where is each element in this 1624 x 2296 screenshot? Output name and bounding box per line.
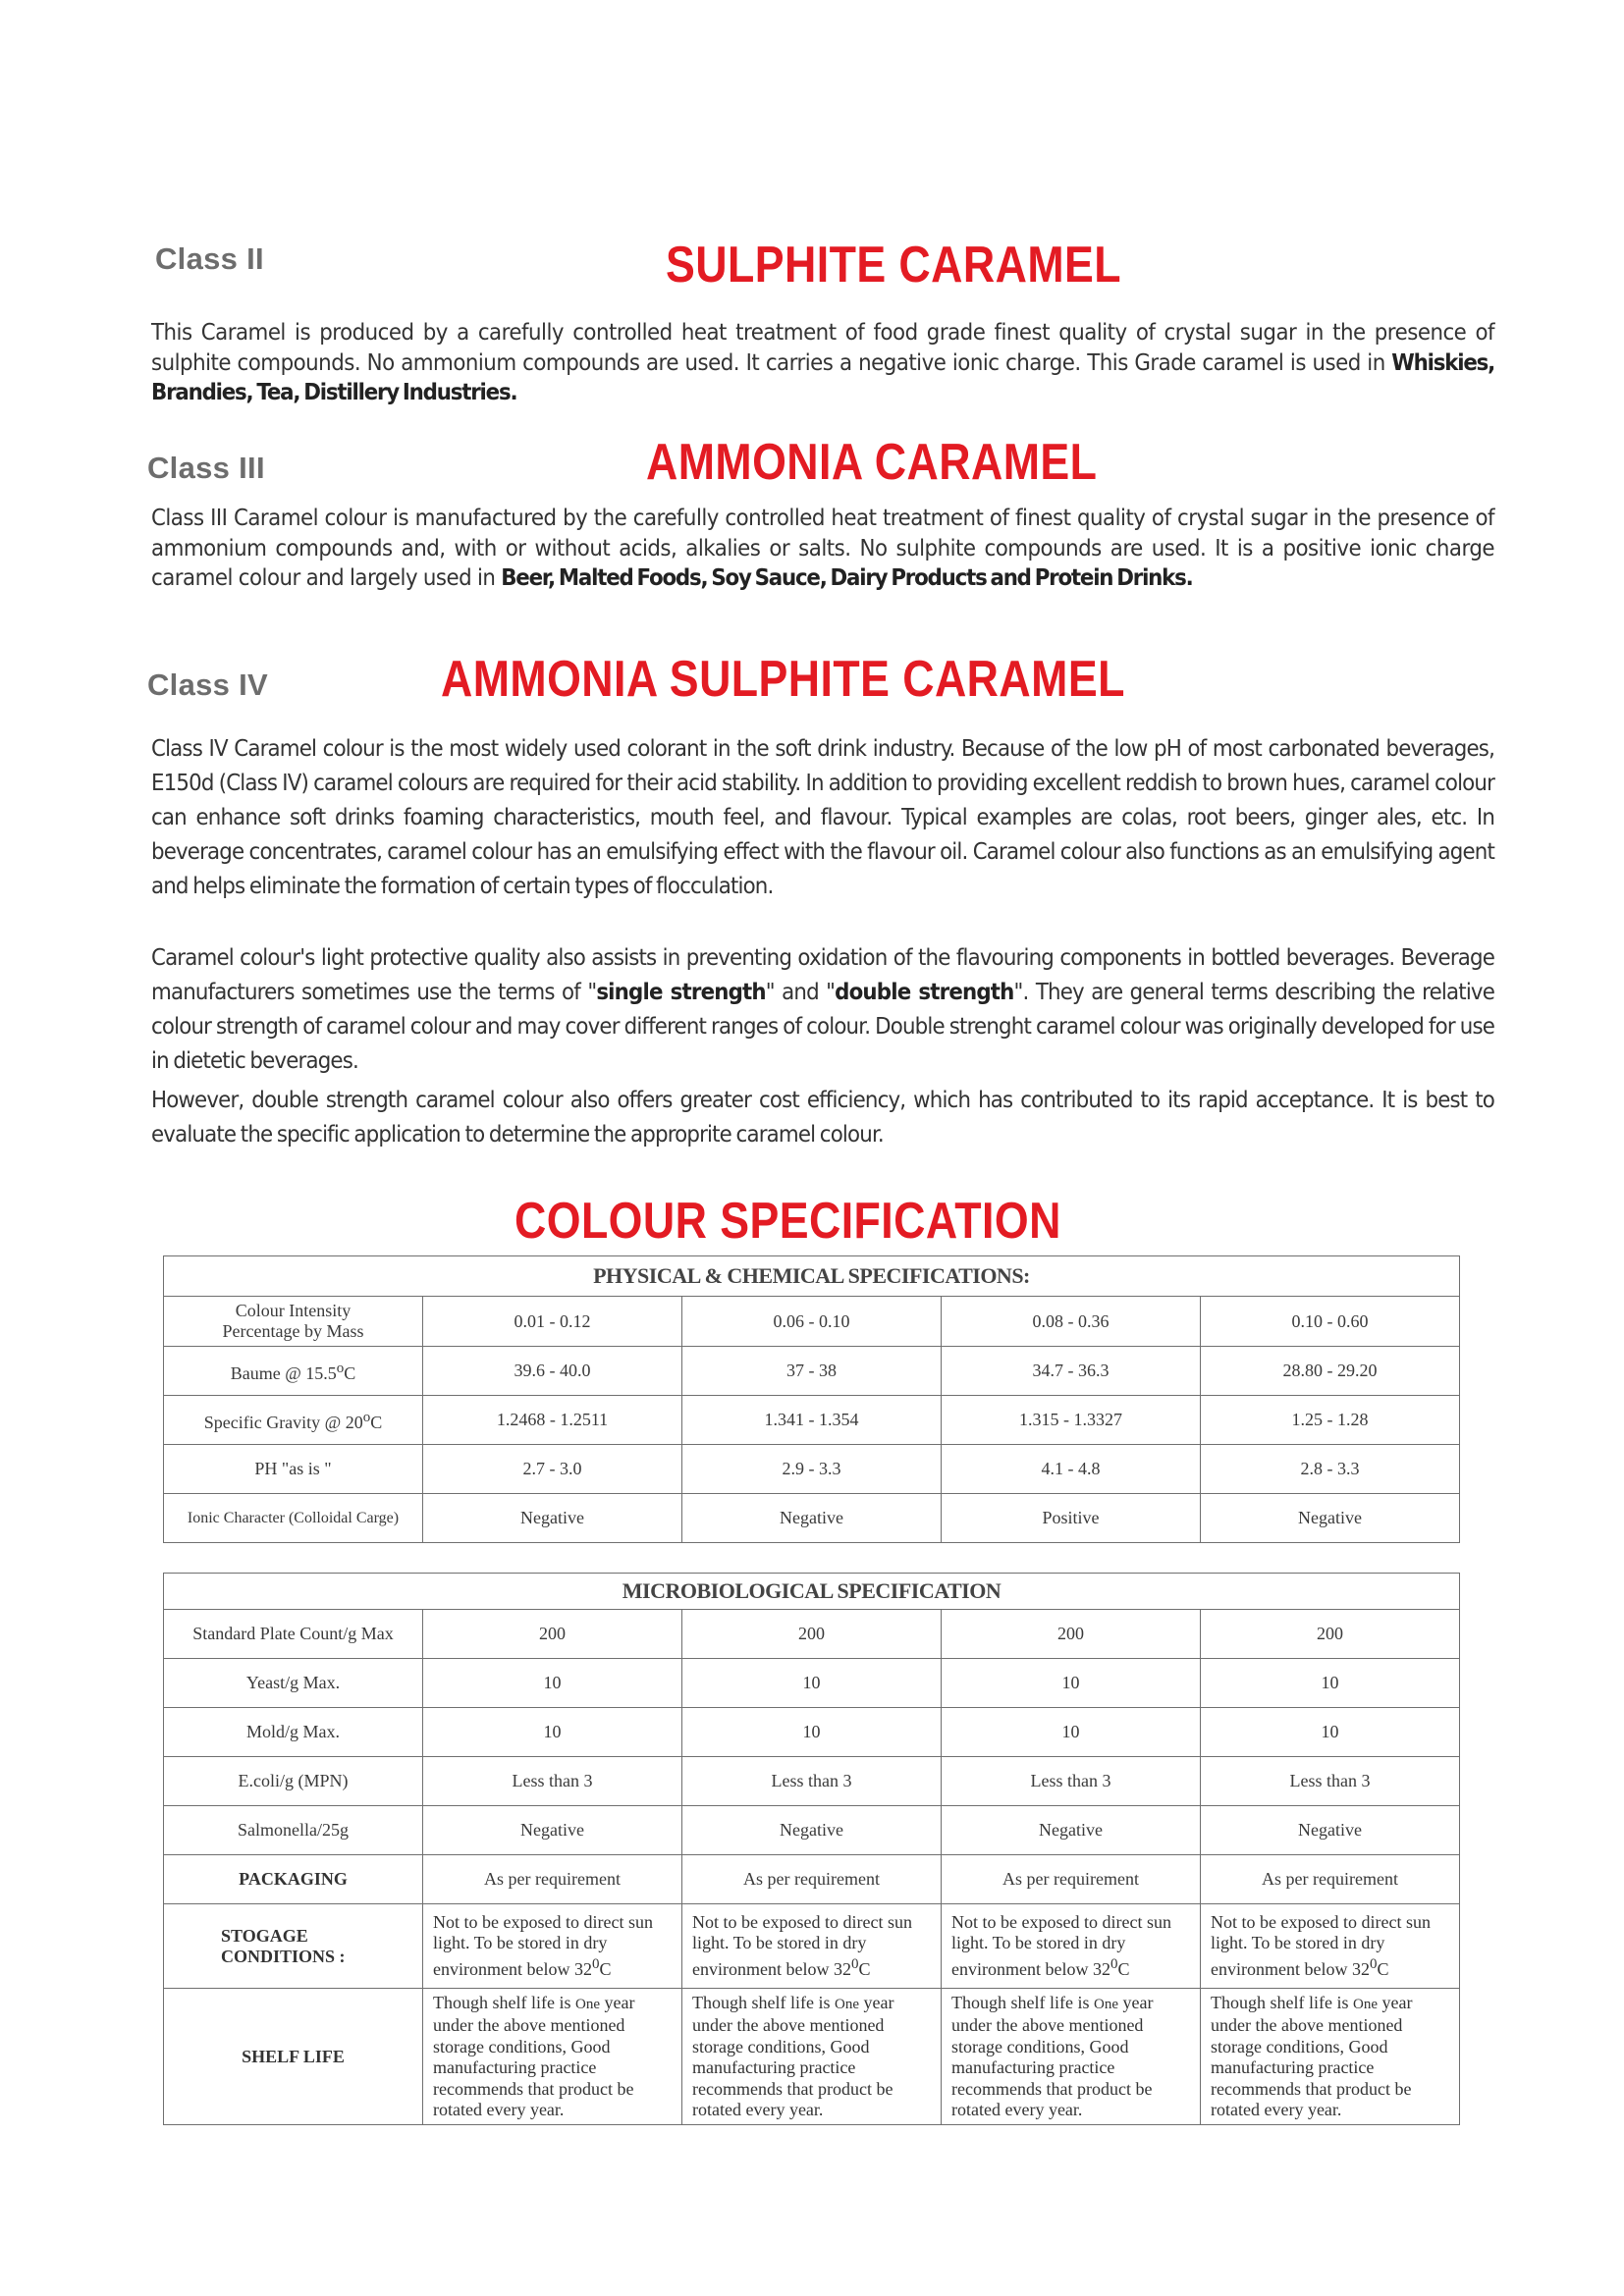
table-row-shelf-life: [164, 1989, 1460, 2125]
table-cell: 37 - 38: [682, 1347, 942, 1396]
table-cell: 200: [423, 1610, 682, 1659]
table-row: [164, 1659, 1460, 1708]
table-cell: 0.06 - 0.10: [682, 1297, 942, 1347]
class-iii-description: [151, 504, 1494, 594]
strength-text-1: Caramel colour's light protective quality also assists in preventing oxidation of the flavouring components in bottled beverages. Beverage manufacturers sometimes use the terms of ": [151, 944, 1495, 1005]
storage-cell: Not to be exposed to direct sun light. To be stored in dry environment below $32^0C$: [423, 1904, 682, 1989]
table-cell: 34.7 - 36.3: [942, 1347, 1201, 1396]
table-cell: Negative: [682, 1494, 942, 1543]
table-cell: 1.341 - 1.354: [682, 1396, 942, 1445]
row-label-storage-conditions: STOGAGE CONDITIONS :: [164, 1904, 423, 1989]
table-cell: 200: [1201, 1610, 1460, 1659]
table-cell: 0.08 - 0.36: [942, 1297, 1201, 1347]
table-cell: 200: [942, 1610, 1201, 1659]
table-cell: Negative: [942, 1806, 1201, 1855]
table-cell: Positive: [942, 1494, 1201, 1543]
table-cell: 0.10 - 0.60: [1201, 1297, 1460, 1347]
ammonia-sulphite-caramel-title: AMMONIA SULPHITE CARAMEL: [441, 651, 1125, 708]
storage-cell: Not to be exposed to direct sun light. To be stored in dry environment below $32^0C$: [682, 1904, 942, 1989]
row-label-packaging: PACKAGING: [164, 1855, 423, 1904]
table-cell: 1.315 - 1.3327: [942, 1396, 1201, 1445]
table-cell: 0.01 - 0.12: [423, 1297, 682, 1347]
table-cell: 28.80 - 29.20: [1201, 1347, 1460, 1396]
table-cell: 10: [942, 1659, 1201, 1708]
table-cell: 4.1 - 4.8: [942, 1445, 1201, 1494]
class-iv-strength-paragraph: [151, 940, 1494, 1078]
ammonia-caramel-title: AMMONIA CARAMEL: [646, 434, 1098, 491]
table-cell: 1.2468 - 1.2511: [423, 1396, 682, 1445]
table-cell: 10: [423, 1708, 682, 1757]
table-cell: As per requirement: [682, 1855, 942, 1904]
colour-specification-title: COLOUR SPECIFICATION: [514, 1193, 1061, 1250]
table-row: [164, 1806, 1460, 1855]
row-label-colour-intensity: Colour Intensity Percentage by Mass: [164, 1297, 423, 1347]
single-strength-term: single strength: [596, 979, 766, 1005]
table-row: [164, 1396, 1460, 1445]
table-row: [164, 1494, 1460, 1543]
table-cell: Negative: [682, 1806, 942, 1855]
table-row: [164, 1347, 1460, 1396]
table-cell: 10: [423, 1659, 682, 1708]
table-header-row: [164, 1574, 1460, 1610]
table-cell: As per requirement: [423, 1855, 682, 1904]
row-label-ecoli: E.coli/g (MPN): [164, 1757, 423, 1806]
row-label-shelf-life: SHELF LIFE: [164, 1989, 423, 2125]
table-cell: 10: [682, 1708, 942, 1757]
table-cell: Negative: [1201, 1494, 1460, 1543]
shelf-life-cell: Though shelf life is One year under the above mentioned storage conditions, Good manufacturing practice recommends that product be rotated every year.: [942, 1989, 1201, 2125]
row-label-mold: Mold/g Max.: [164, 1708, 423, 1757]
shelf-life-cell: Though shelf life is One year under the above mentioned storage conditions, Good manufacturing practice recommends that product be rotated every year.: [1201, 1989, 1460, 2125]
table-cell: 39.6 - 40.0: [423, 1347, 682, 1396]
strength-text-2: " and ": [765, 979, 836, 1005]
shelf-life-cell: Though shelf life is One year under the above mentioned storage conditions, Good manufacturing practice recommends that product be rotated every year.: [423, 1989, 682, 2125]
table-cell: As per requirement: [1201, 1855, 1460, 1904]
physical-chemical-header: PHYSICAL & CHEMICAL SPECIFICATIONS:: [164, 1256, 1460, 1297]
table-row: [164, 1757, 1460, 1806]
table-cell: 200: [682, 1610, 942, 1659]
class-iii-text: Class III Caramel colour is manufactured by the carefully controlled heat treatment of finest quality of crystal sugar in the presence of ammonium compounds and, with or without acids, alkalies or salts. No sulphite compounds are used. It is a positive ionic charge caramel colour and largely used in: [151, 505, 1495, 591]
table-cell: 10: [1201, 1708, 1460, 1757]
table-cell: 2.7 - 3.0: [423, 1445, 682, 1494]
double-strength-term: double strength: [835, 979, 1014, 1005]
table-cell: As per requirement: [942, 1855, 1201, 1904]
class-iv-description: [151, 731, 1494, 903]
physical-chemical-table: [163, 1255, 1460, 1543]
table-cell: 10: [682, 1659, 942, 1708]
table-cell: 1.25 - 1.28: [1201, 1396, 1460, 1445]
class-ii-text: This Caramel is produced by a carefully controlled heat treatment of food grade finest quality of crystal sugar in the presence of sulphite compounds. No ammonium compounds are used. It carries a negative ionic charge. This Grade caramel is used in: [151, 319, 1495, 376]
class-iii-label: Class III: [147, 451, 265, 485]
table-cell: Less than 3: [942, 1757, 1201, 1806]
table-row: [164, 1445, 1460, 1494]
table-cell: Negative: [423, 1806, 682, 1855]
microbiological-header: MICROBIOLOGICAL SPECIFICATION: [164, 1574, 1460, 1610]
class-iii-uses: Beer, Malted Foods, Soy Sauce, Dairy Products and Protein Drinks.: [501, 564, 1193, 591]
storage-cell: Not to be exposed to direct sun light. To be stored in dry environment below $32^0C$: [942, 1904, 1201, 1989]
row-label-ph: PH "as is ": [164, 1445, 423, 1494]
class-ii-uses: Whiskies, Brandies, Tea, Distillery Industries.: [151, 348, 1495, 405]
table-row: [164, 1855, 1460, 1904]
table-row: [164, 1610, 1460, 1659]
class-iv-text-3: However, double strength caramel colour also offers greater cost efficiency, which has contributed to its rapid acceptance. It is best to evaluate the specific application to determine the approprite caramel colour.: [151, 1087, 1495, 1148]
table-row: [164, 1708, 1460, 1757]
row-label-baume: Baume @ 15.5$^o$C: [164, 1347, 423, 1396]
row-label-salmonella: Salmonella/25g: [164, 1806, 423, 1855]
table-cell: 2.9 - 3.3: [682, 1445, 942, 1494]
table-cell: 10: [942, 1708, 1201, 1757]
class-iv-label: Class IV: [147, 667, 269, 702]
table-row: [164, 1297, 1460, 1347]
row-label-yeast: Yeast/g Max.: [164, 1659, 423, 1708]
sulphite-caramel-title: SULPHITE CARAMEL: [666, 237, 1122, 294]
row-label-plate-count: Standard Plate Count/g Max: [164, 1610, 423, 1659]
microbiological-table: [163, 1573, 1460, 2125]
storage-cell: Not to be exposed to direct sun light. To be stored in dry environment below $32^0C$: [1201, 1904, 1460, 1989]
table-cell: 2.8 - 3.3: [1201, 1445, 1460, 1494]
class-iv-text-1: Class IV Caramel colour is the most widely used colorant in the soft drink industry. Because of the low pH of most carbonated beverages, E150d (Class IV) caramel colours are required for their acid stability. In addition to providing excellent reddish to brown hues, caramel colour can enhance soft drinks foaming characteristics, mouth feel, and flavour. Typical examples are colas, root beers, ginger ales, etc. In beverage concentrates, caramel colour has an emulsifying effect with the flavour oil. Caramel colour also functions as an emulsifying agent and helps eliminate the formation of certain types of flocculation.: [151, 735, 1495, 899]
strength-text-3: ". They are general terms describing the relative colour strength of caramel colour and may cover different ranges of colour. Double strenght caramel colour was originally developed for use in dietetic beverages.: [151, 979, 1495, 1074]
row-label-ionic-character: Ionic Character (Colloidal Carge): [164, 1494, 423, 1543]
table-cell: Less than 3: [423, 1757, 682, 1806]
row-label-specific-gravity: Specific Gravity @ 20$^o$C: [164, 1396, 423, 1445]
class-ii-label: Class II: [155, 241, 264, 276]
table-cell: Negative: [1201, 1806, 1460, 1855]
class-ii-description: [151, 318, 1494, 408]
table-cell: 10: [1201, 1659, 1460, 1708]
shelf-life-cell: Though shelf life is One year under the above mentioned storage conditions, Good manufacturing practice recommends that product be rotated every year.: [682, 1989, 942, 2125]
table-cell: Less than 3: [1201, 1757, 1460, 1806]
table-cell: Negative: [423, 1494, 682, 1543]
table-row-storage: [164, 1904, 1460, 1989]
table-cell: Less than 3: [682, 1757, 942, 1806]
class-iv-cost-paragraph: [151, 1083, 1494, 1151]
table-header-row: [164, 1256, 1460, 1297]
